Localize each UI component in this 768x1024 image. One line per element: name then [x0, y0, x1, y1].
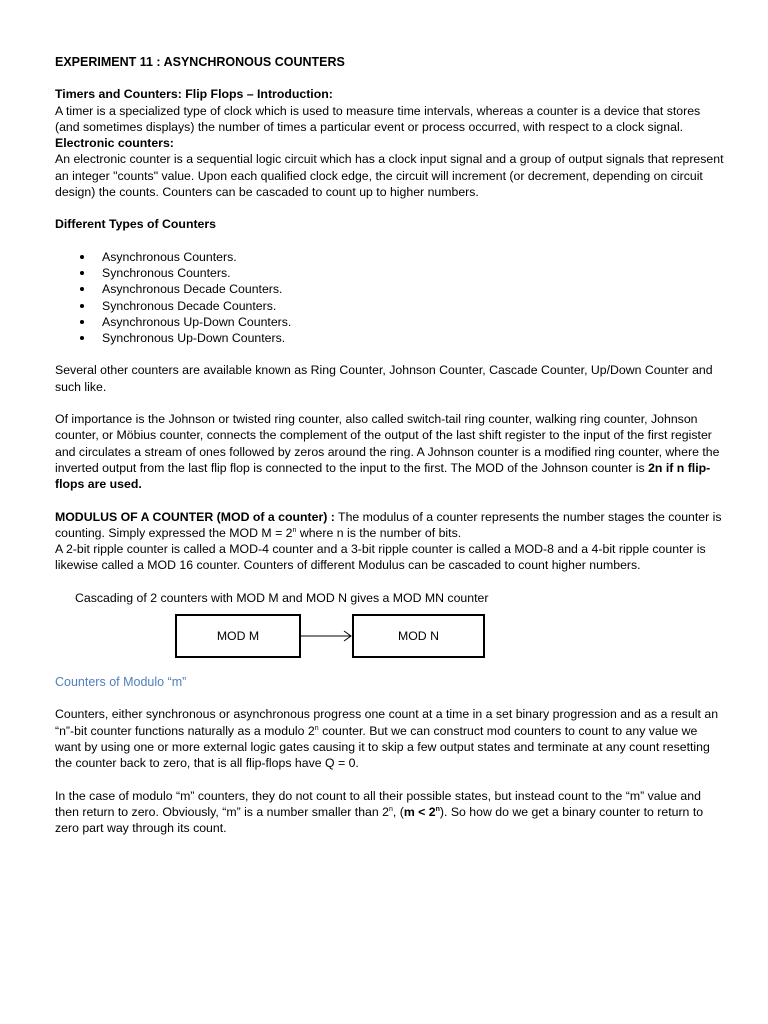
modulo-m-heading: Counters of Modulo “m”	[55, 675, 187, 690]
modulo-m-p1-a: Counters, either synchronous or asynchronous progress one count at a time in a set binary progression and as a result an “n”-bit counter functions naturally as a modulo 2	[55, 707, 719, 738]
types-list	[55, 249, 725, 347]
electronic-heading: Electronic counters:	[55, 136, 174, 151]
johnson-bold-tail: 2n if n flip-flops are used.	[55, 460, 711, 492]
types-heading: Different Types of Counters	[55, 217, 217, 232]
intro-paragraph: A timer is a specialized type of clock which is used to measure time intervals, whereas a counter is a device that stores (and sometimes displays) the number of times a particular event or process occurred, with respect to a clock signal.	[55, 103, 701, 134]
modulo-m-p2-bold	[404, 805, 440, 819]
mod-m-label: MOD M	[216, 628, 260, 643]
modulus-paragraph-2: A 2-bit ripple counter is called a MOD-4 counter and a 3-bit ripple counter is called a MOD-8 and a 4-bit ripple counter is likewise called a MOD 16 counter. Counters of different Modulus can be cascaded to count higher numbers.	[55, 542, 706, 573]
list-item: Asynchronous Counters.	[55, 249, 725, 265]
document-title: EXPERIMENT 11 : ASYNCHRONOUS COUNTERS	[55, 55, 345, 69]
cascade-diagram	[55, 614, 725, 674]
modulo-m-p1-sup: n	[314, 724, 319, 732]
list-item: Synchronous Decade Counters.	[55, 298, 725, 314]
list-item: Synchronous Counters.	[55, 265, 725, 281]
modulo-m-p2-a: In the case of modulo “m” counters, they do not count to all their possible states, but instead count to the “m” value and then return to zero. Obviously, “m” is a number smaller than 2	[55, 788, 701, 819]
modulo-m-paragraph-2	[55, 788, 725, 837]
johnson-text: Of importance is the Johnson or twisted ring counter, also called switch-tail ring counter, walking ring counter, Johnson counter, or Möbius counter, connects the complement of the output of the last shift register to the input of the first register and circulates a stream of ones followed by zeros around the ring. A Johnson counter is a modified ring counter, where the inverted output from the last flip flop is connected to the input to the first. The MOD of the Johnson counter is	[55, 412, 720, 475]
modulus-text-a: The modulus of a counter represents the number stages the counter is counting. Simply expressed the MOD M = 2	[55, 509, 722, 540]
modulo-m-p2-b: ). So how do we get a binary counter to return to zero part way through its count.	[55, 804, 704, 836]
modulo-m-p2-sup: n	[388, 805, 393, 813]
modulo-m-paragraph-1	[55, 706, 725, 771]
arrow-icon	[301, 628, 353, 644]
modulus-sup: n	[292, 526, 297, 534]
intro-heading: Timers and Counters: Flip Flops – Introduction:	[55, 87, 333, 102]
mod-m-box	[175, 614, 301, 658]
document-page	[55, 54, 725, 836]
list-item: Asynchronous Decade Counters.	[55, 281, 725, 297]
mod-n-label: MOD N	[398, 628, 439, 643]
mod-n-box	[352, 614, 485, 658]
electronic-paragraph: An electronic counter is a sequential logic circuit which has a clock input signal and a group of output signals that represent an integer "counts" value. Upon each qualified clock edge, the circuit will increment (or decrement, depending on circuit design) the counts. Counters can be cascaded to count up to higher numbers.	[55, 152, 724, 200]
list-item: Asynchronous Up-Down Counters.	[55, 314, 725, 330]
modulus-text-b: where n is the number of bits.	[296, 525, 462, 540]
list-item: Synchronous Up-Down Counters.	[55, 330, 725, 346]
johnson-paragraph	[55, 411, 725, 492]
modulus-paragraph	[55, 509, 725, 542]
modulo-m-p2-mid: , (	[392, 804, 404, 819]
modulo-m-p2-bold-sup: n	[435, 805, 440, 813]
other-counters-paragraph: Several other counters are available known as Ring Counter, Johnson Counter, Cascade Counter, Up/Down Counter and such like.	[55, 363, 713, 394]
modulus-heading: MODULUS OF A COUNTER (MOD of a counter) :	[55, 509, 335, 524]
modulo-m-p1-b: counter. But we can construct mod counters to count to any value we want by using one or more external logic gates causing it to skip a few output states and terminate at any count resetting the counter back to zero, that is all flip-flops have Q = 0.	[55, 723, 710, 771]
modulo-m-p2-bold-text: m < 2	[403, 804, 436, 819]
cascade-caption: Cascading of 2 counters with MOD M and MOD N gives a MOD MN counter	[75, 590, 489, 605]
